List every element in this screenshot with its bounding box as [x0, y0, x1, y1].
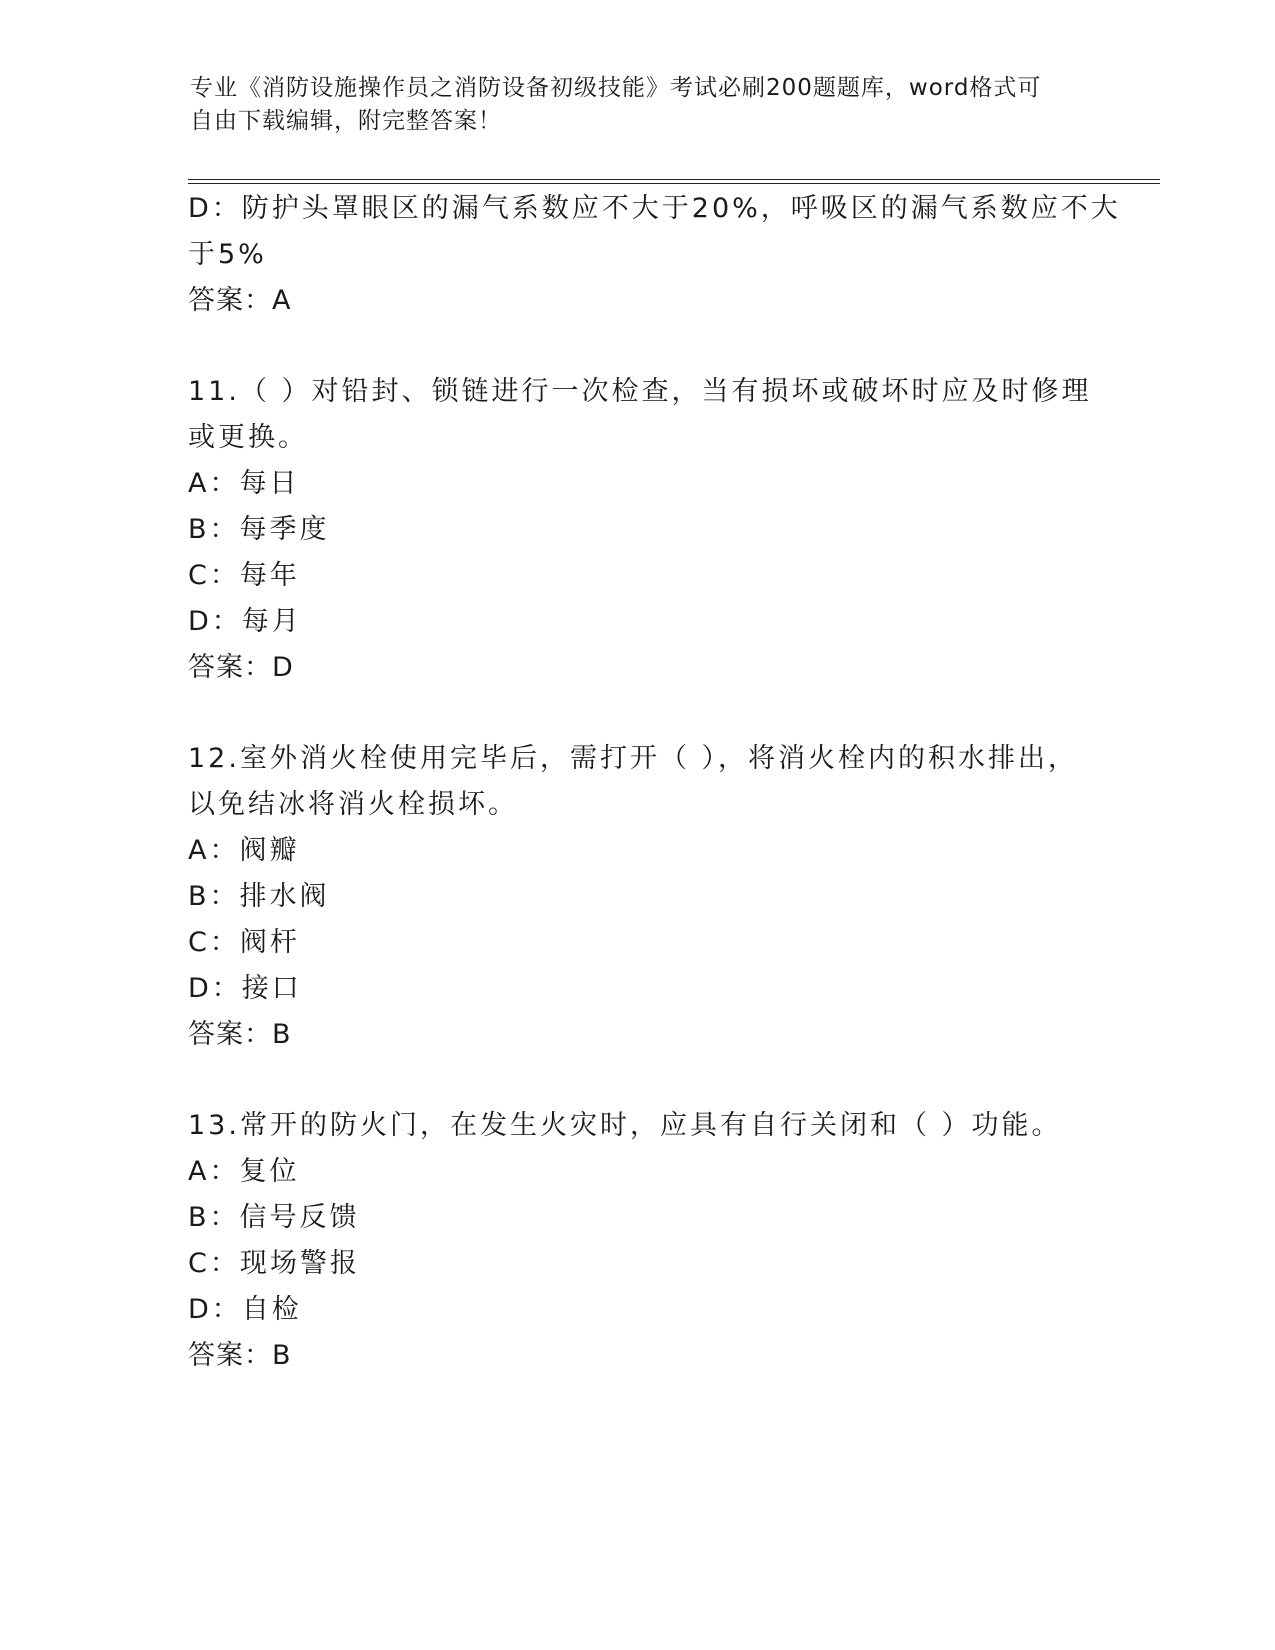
option-d: D：每月 [188, 606, 302, 637]
option-c: C：阀杆 [188, 927, 300, 958]
answer-line: 答案：B [188, 1019, 292, 1050]
header-divider-top [188, 179, 1160, 180]
option-d-line-2: 于5% [188, 239, 267, 270]
option-c: C：现场警报 [188, 1248, 360, 1279]
question-13 [188, 1103, 1088, 1379]
question-content [188, 186, 1121, 1379]
option-d: D：自检 [188, 1294, 302, 1325]
question-stem-line-1: 11.（ ）对铅封、锁链进行一次检查，当有损坏或破坏时应及时修理 [188, 376, 1092, 407]
answer-line: 答案：A [188, 285, 292, 316]
option-a: A：阀瓣 [188, 835, 300, 866]
option-b: B：排水阀 [188, 881, 330, 912]
spacer [188, 691, 1088, 736]
option-a: A：复位 [188, 1156, 300, 1187]
option-a: A：每日 [188, 468, 300, 499]
question-11 [188, 369, 1092, 691]
spacer [188, 324, 1088, 369]
option-d-line-1: D：防护头罩眼区的漏气系数应不大于20%，呼吸区的漏气系数应不大 [188, 193, 1121, 224]
option-d: D：接口 [188, 973, 302, 1004]
question-stem-line-1: 13.常开的防火门，在发生火灾时，应具有自行关闭和（ ）功能。 [188, 1110, 1062, 1141]
document-header [190, 72, 1090, 138]
answer-line: 答案：B [188, 1340, 292, 1371]
header-line-2: 自由下载编辑，附完整答案！ [190, 108, 502, 134]
header-divider-bottom [188, 183, 1160, 184]
carryover-block [188, 186, 1121, 324]
question-stem-line-1: 12.室外消火栓使用完毕后，需打开（ ），将消火栓内的积水排出， [188, 743, 1079, 774]
option-c: C：每年 [188, 560, 300, 591]
question-stem-line-2: 或更换。 [188, 422, 308, 453]
option-b: B：信号反馈 [188, 1202, 360, 1233]
spacer [188, 1058, 1088, 1103]
question-stem-line-2: 以免结冰将消火栓损坏。 [188, 789, 518, 820]
header-line-1: 专业《消防设施操作员之消防设备初级技能》考试必刷200题题库，word格式可 [190, 75, 1042, 101]
answer-line: 答案：D [188, 652, 294, 683]
question-12 [188, 736, 1088, 1058]
option-b: B：每季度 [188, 514, 330, 545]
